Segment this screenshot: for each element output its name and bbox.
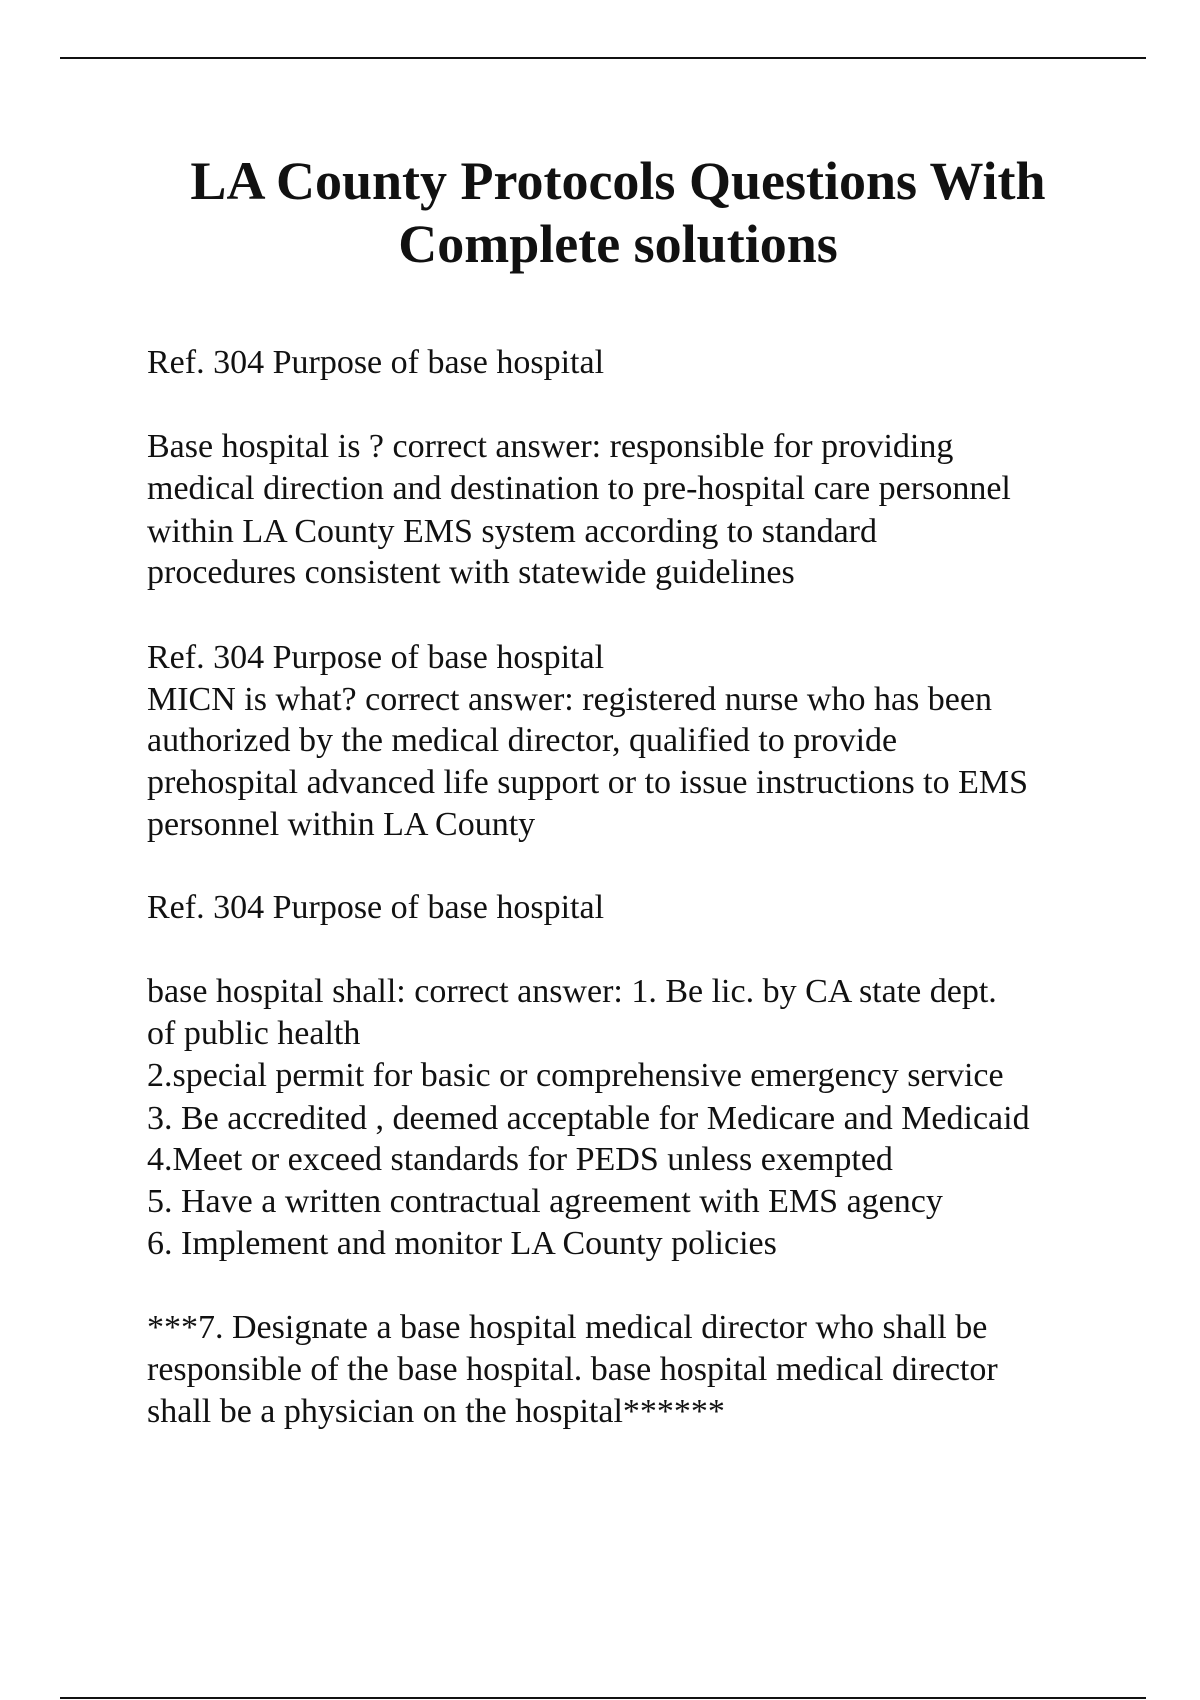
title-line: Complete solutions: [398, 214, 838, 274]
answer-line: 3. Be accredited , deemed acceptable for Medicare and Medicaid: [147, 1100, 1030, 1137]
question-line: base hospital shall: correct answer: 1. Be lic. by CA state dept.: [147, 973, 997, 1010]
top-rule: [60, 57, 1146, 59]
answer-line: 2.special permit for basic or comprehensive emergency service: [147, 1057, 1004, 1094]
answer-line: prehospital advanced life support or to issue instructions to EMS: [147, 764, 1029, 801]
section-heading: Ref. 304 Purpose of base hospital: [147, 889, 605, 926]
answer-line: 4.Meet or exceed standards for PEDS unless exempted: [147, 1141, 893, 1178]
question-line: Base hospital is ? correct answer: responsible for providing: [147, 428, 954, 465]
document-title: [0, 150, 1200, 276]
answer-line: shall be a physician on the hospital******: [147, 1393, 725, 1430]
answer-line: within LA County EMS system according to standard: [147, 513, 877, 550]
answer-line: of public health: [147, 1015, 361, 1052]
bottom-rule: [60, 1697, 1146, 1699]
answer-line: authorized by the medical director, qualified to provide: [147, 722, 898, 759]
answer-line: medical direction and destination to pre-hospital care personnel: [147, 470, 1011, 507]
answer-line: procedures consistent with statewide guidelines: [147, 554, 795, 591]
answer-line: 5. Have a written contractual agreement with EMS agency: [147, 1183, 943, 1220]
section-heading: Ref. 304 Purpose of base hospital: [147, 344, 605, 381]
section-heading: Ref. 304 Purpose of base hospital: [147, 639, 605, 676]
answer-line: 6. Implement and monitor LA County policies: [147, 1225, 777, 1262]
answer-line: ***7. Designate a base hospital medical director who shall be: [147, 1309, 988, 1346]
title-line: LA County Protocols Questions With: [190, 151, 1046, 211]
answer-line: responsible of the base hospital. base hospital medical director: [147, 1351, 998, 1388]
answer-line: personnel within LA County: [147, 806, 536, 843]
question-line: MICN is what? correct answer: registered nurse who has been: [147, 681, 992, 718]
